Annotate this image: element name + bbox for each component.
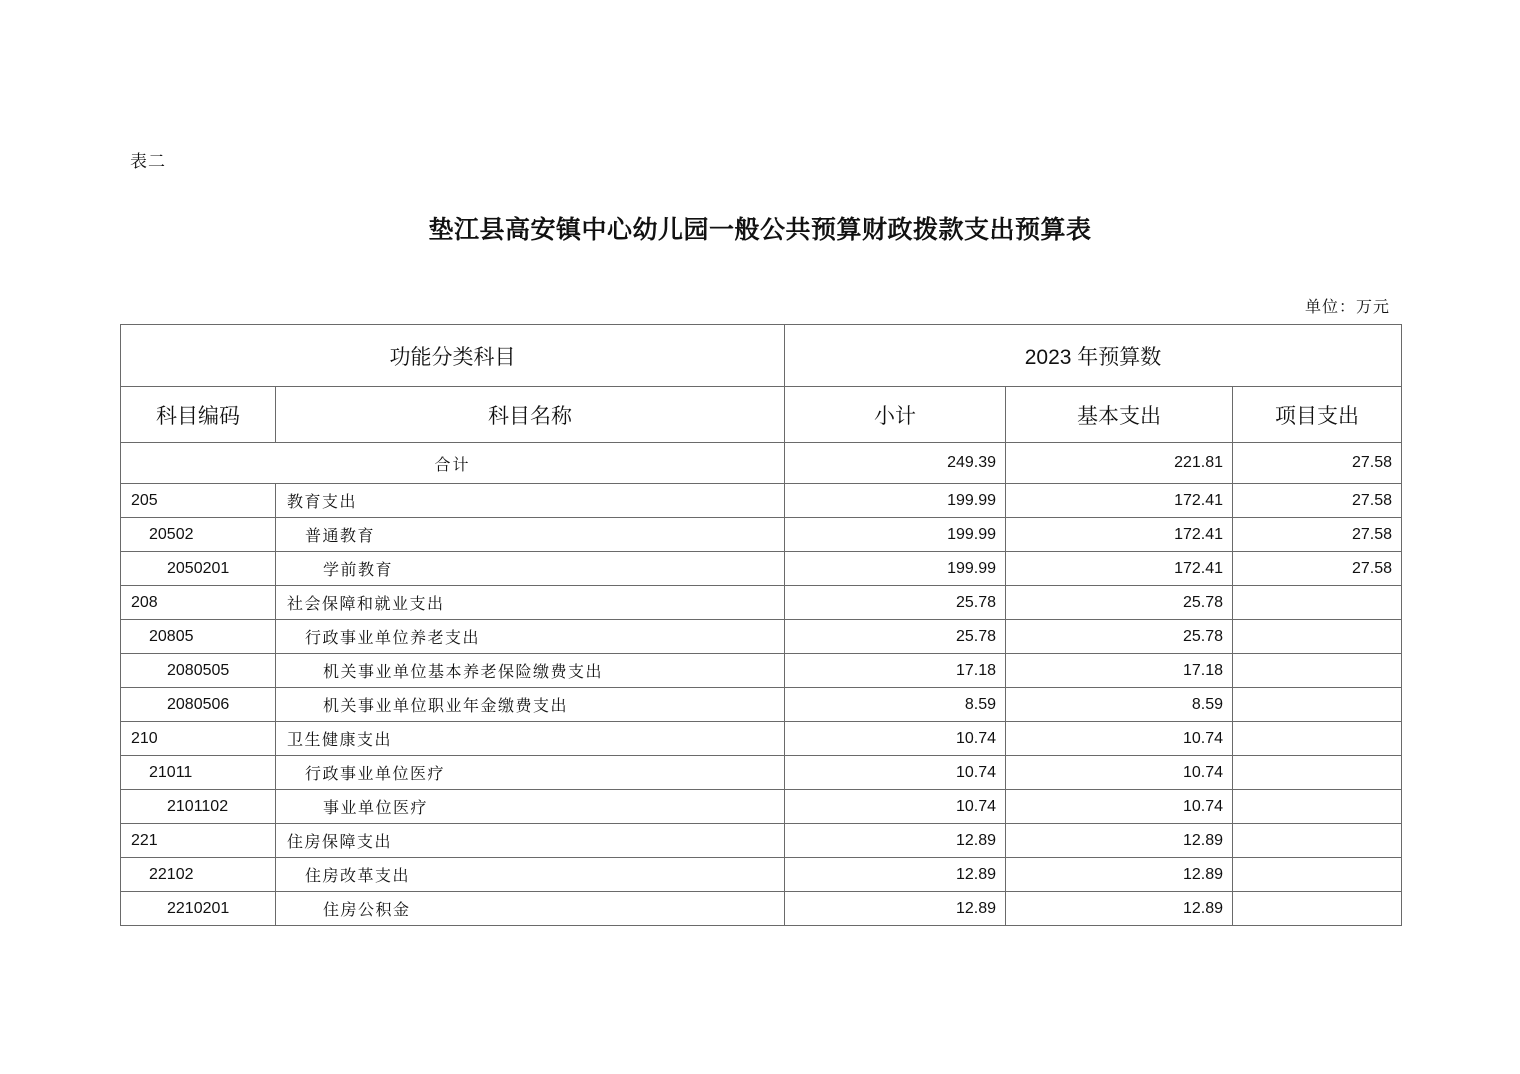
row-project [1233,756,1402,790]
table-row [121,824,1402,858]
row-code: 208 [121,586,276,620]
table-row [121,654,1402,688]
table-row [121,518,1402,552]
row-basic: 10.74 [1006,722,1233,756]
row-subtotal: 10.74 [785,790,1006,824]
row-project [1233,892,1402,926]
row-project: 27.58 [1233,552,1402,586]
row-subtotal: 12.89 [785,892,1006,926]
row-subtotal: 17.18 [785,654,1006,688]
row-project [1233,824,1402,858]
row-basic: 10.74 [1006,756,1233,790]
row-project [1233,790,1402,824]
row-name: 住房改革支出 [276,858,785,892]
row-basic: 172.41 [1006,552,1233,586]
table-row [121,892,1402,926]
row-subtotal: 12.89 [785,824,1006,858]
row-name: 教育支出 [276,484,785,518]
row-project [1233,722,1402,756]
row-basic: 25.78 [1006,620,1233,654]
header-function-classification: 功能分类科目 [121,325,785,387]
header-name: 科目名称 [276,387,785,443]
row-subtotal: 199.99 [785,484,1006,518]
row-code: 2080506 [121,688,276,722]
row-project [1233,654,1402,688]
total-label: 合计 [121,443,785,484]
row-code: 205 [121,484,276,518]
row-name: 学前教育 [276,552,785,586]
row-name: 住房保障支出 [276,824,785,858]
row-code: 20502 [121,518,276,552]
row-code: 20805 [121,620,276,654]
row-subtotal: 25.78 [785,586,1006,620]
table-row [121,552,1402,586]
row-basic: 12.89 [1006,824,1233,858]
row-project [1233,620,1402,654]
row-project [1233,586,1402,620]
total-project: 27.58 [1233,443,1402,484]
row-code: 2080505 [121,654,276,688]
row-subtotal: 10.74 [785,722,1006,756]
row-project: 27.58 [1233,518,1402,552]
row-project: 27.58 [1233,484,1402,518]
row-subtotal: 12.89 [785,858,1006,892]
row-code: 2050201 [121,552,276,586]
row-subtotal: 199.99 [785,552,1006,586]
row-project [1233,688,1402,722]
row-subtotal: 10.74 [785,756,1006,790]
row-basic: 172.41 [1006,484,1233,518]
budget-table [120,324,1402,926]
row-basic: 12.89 [1006,858,1233,892]
row-subtotal: 199.99 [785,518,1006,552]
row-code: 22102 [121,858,276,892]
total-basic: 221.81 [1006,443,1233,484]
table-row [121,756,1402,790]
row-basic: 172.41 [1006,518,1233,552]
row-code: 21011 [121,756,276,790]
table-row [121,484,1402,518]
header-code: 科目编码 [121,387,276,443]
header-budget-year: 2023 年预算数 [785,325,1402,387]
row-name: 住房公积金 [276,892,785,926]
row-name: 社会保障和就业支出 [276,586,785,620]
row-basic: 10.74 [1006,790,1233,824]
header-basic: 基本支出 [1006,387,1233,443]
table-row [121,688,1402,722]
header-subtotal: 小计 [785,387,1006,443]
row-project [1233,858,1402,892]
row-code: 221 [121,824,276,858]
header-row-columns [121,387,1402,443]
row-basic: 8.59 [1006,688,1233,722]
row-code: 2101102 [121,790,276,824]
row-basic: 12.89 [1006,892,1233,926]
total-subtotal: 249.39 [785,443,1006,484]
table-row [121,722,1402,756]
table-number-label: 表二 [130,152,166,172]
row-code: 2210201 [121,892,276,926]
row-name: 机关事业单位基本养老保险缴费支出 [276,654,785,688]
row-name: 行政事业单位养老支出 [276,620,785,654]
row-name: 行政事业单位医疗 [276,756,785,790]
total-row [121,443,1402,484]
table-row [121,620,1402,654]
document-title: 垫江县高安镇中心幼儿园一般公共预算财政拨款支出预算表 [428,215,1092,244]
unit-label: 单位：万元 [1304,297,1390,316]
header-project: 项目支出 [1233,387,1402,443]
row-name: 事业单位医疗 [276,790,785,824]
table-row [121,790,1402,824]
row-name: 普通教育 [276,518,785,552]
row-subtotal: 25.78 [785,620,1006,654]
row-name: 卫生健康支出 [276,722,785,756]
header-row-groups [121,325,1402,387]
table-row [121,586,1402,620]
row-basic: 17.18 [1006,654,1233,688]
row-basic: 25.78 [1006,586,1233,620]
row-code: 210 [121,722,276,756]
table-row [121,858,1402,892]
row-subtotal: 8.59 [785,688,1006,722]
row-name: 机关事业单位职业年金缴费支出 [276,688,785,722]
